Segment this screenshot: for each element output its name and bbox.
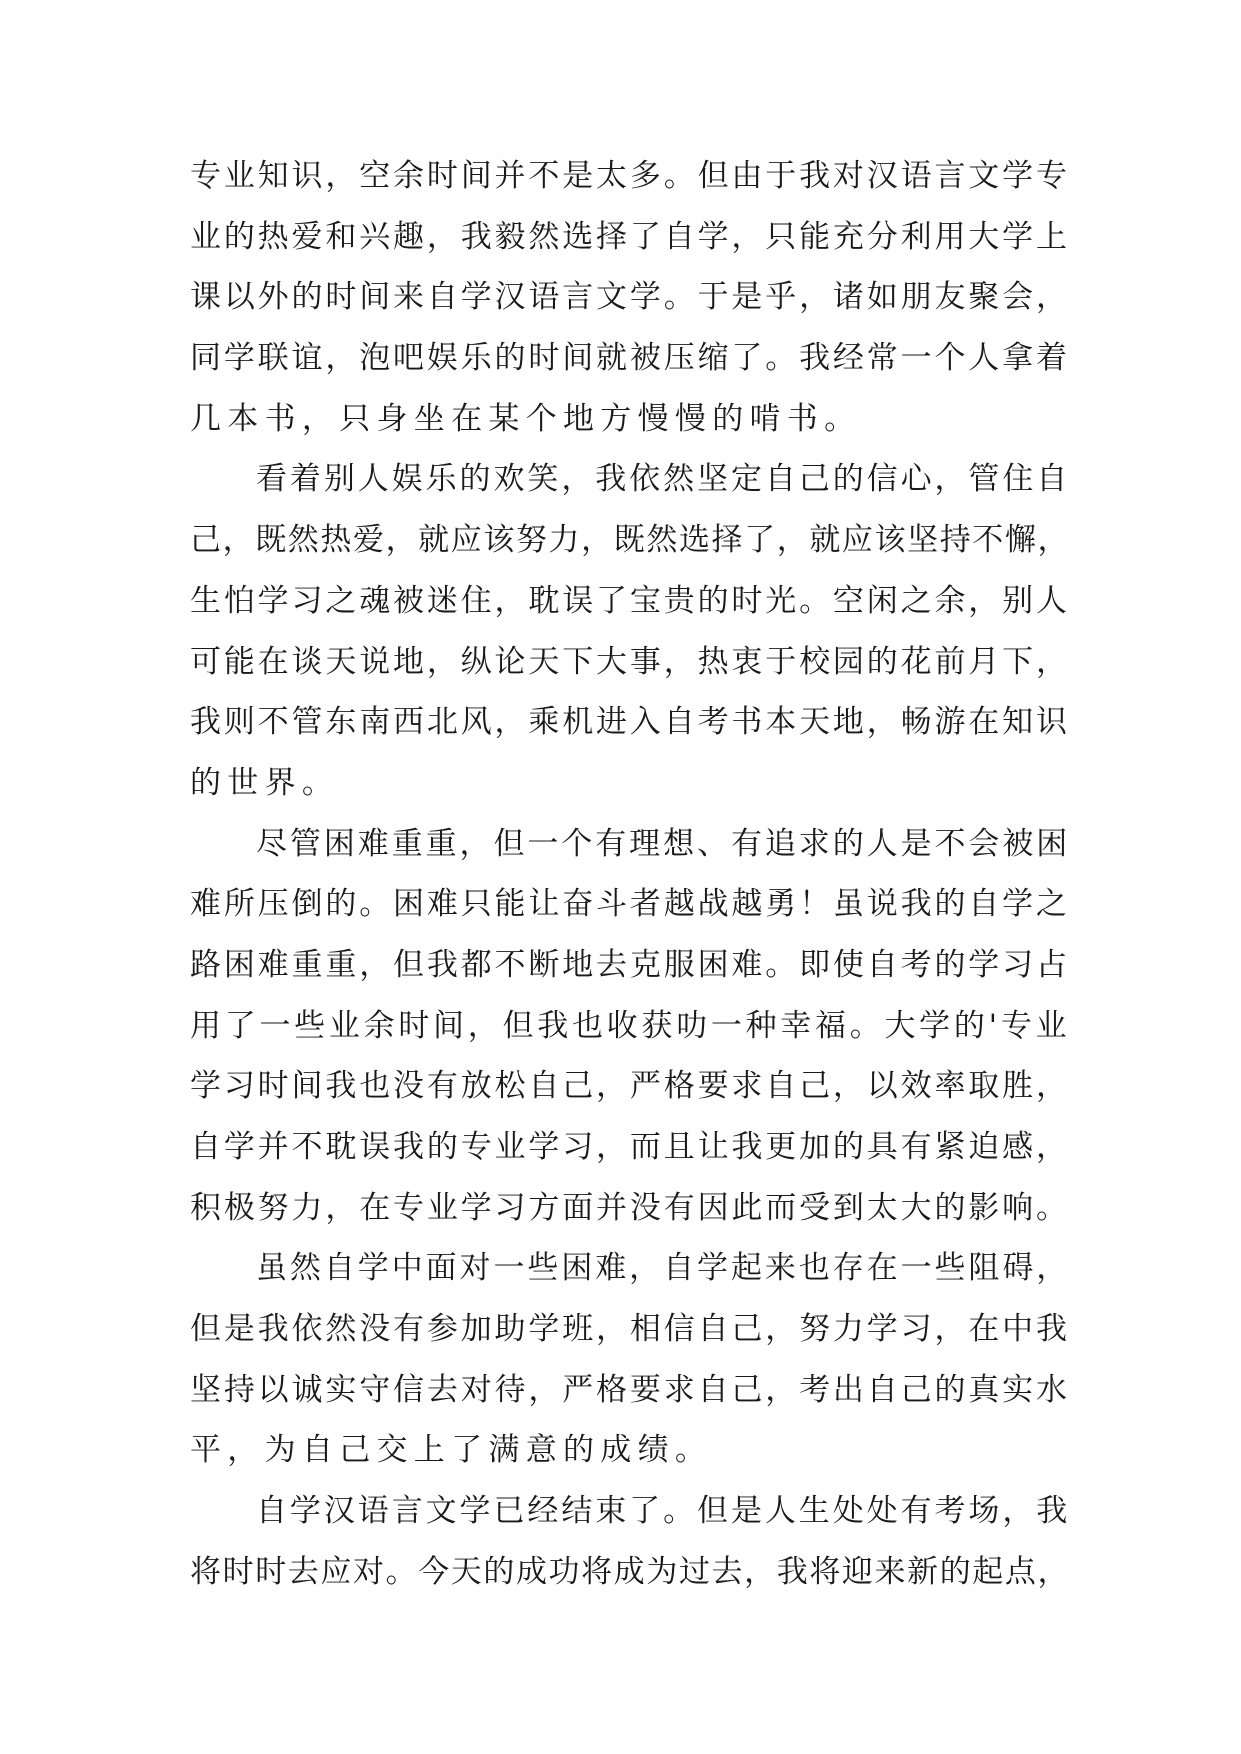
text-line: 平，为自己交上了满意的成绩。 — [190, 1432, 713, 1469]
text-line: 难所压倒的。困难只能让奋斗者越战越勇！虽说我的自学之 — [190, 886, 1070, 923]
text-line: 的世界。 — [190, 764, 340, 801]
text-line: 可能在谈天说地，纵论天下大事，热衷于校园的花前月下， — [190, 643, 1070, 680]
text-line: 但是我依然没有参加助学班，相信自己，努力学习，在中我 — [190, 1311, 1070, 1348]
text-line: 业的热爱和兴趣，我毅然选择了自学，只能充分利用大学上 — [190, 218, 1070, 255]
text-line: 学习时间我也没有放松自己，严格要求自己，以效率取胜， — [190, 1068, 1070, 1105]
text-line: 自学并不耽误我的专业学习，而且让我更加的具有紧迫感， — [190, 1129, 1070, 1165]
text-line: 己，既然热爱，就应该努力，既然选择了，就应该坚持不懈， — [190, 522, 1071, 559]
text-line: 路困难重重，但我都不断地去克服困难。即使自考的学习占 — [190, 946, 1070, 983]
document-body — [190, 146, 1070, 1603]
text-line: 尽管困难重重，但一个有理想、有追求的人是不会被困 — [256, 825, 1071, 862]
text-line: 课以外的时间来自学汉语言文学。于是乎，诸如朋友聚会， — [190, 279, 1070, 316]
text-line: 专业知识，空余时间并不是太多。但由于我对汉语言文学专 — [190, 158, 1070, 194]
text-line: 自学汉语言文学已经结束了。但是人生处处有考场，我 — [256, 1493, 1071, 1530]
text-line: 虽然自学中面对一些困难，自学起来也存在一些阻碍， — [256, 1250, 1071, 1287]
text-line: 用了一些业余时间，但我也收获叻一种幸福。大学的'专业 — [190, 1007, 1071, 1044]
text-line: 积极努力，在专业学习方面并没有因此而受到太大的影响。 — [190, 1189, 1070, 1226]
text-line: 将时时去应对。今天的成功将成为过去，我将迎来新的起点， — [190, 1553, 1071, 1590]
text-line: 生怕学习之魂被迷住，耽误了宝贵的时光。空闲之余，别人 — [190, 582, 1070, 619]
text-line: 同学联谊，泡吧娱乐的时间就被压缩了。我经常一个人拿着 — [190, 340, 1070, 377]
text-line: 几本书，只身坐在某个地方慢慢的啃书。 — [190, 400, 862, 437]
text-line: 我则不管东南西北风，乘机进入自考书本天地，畅游在知识 — [190, 704, 1070, 741]
text-line: 看着别人娱乐的欢笑，我依然坚定自己的信心，管住自 — [256, 461, 1071, 498]
text-line: 坚持以诚实守信去对待，严格要求自己，考出自己的真实水 — [190, 1371, 1070, 1408]
